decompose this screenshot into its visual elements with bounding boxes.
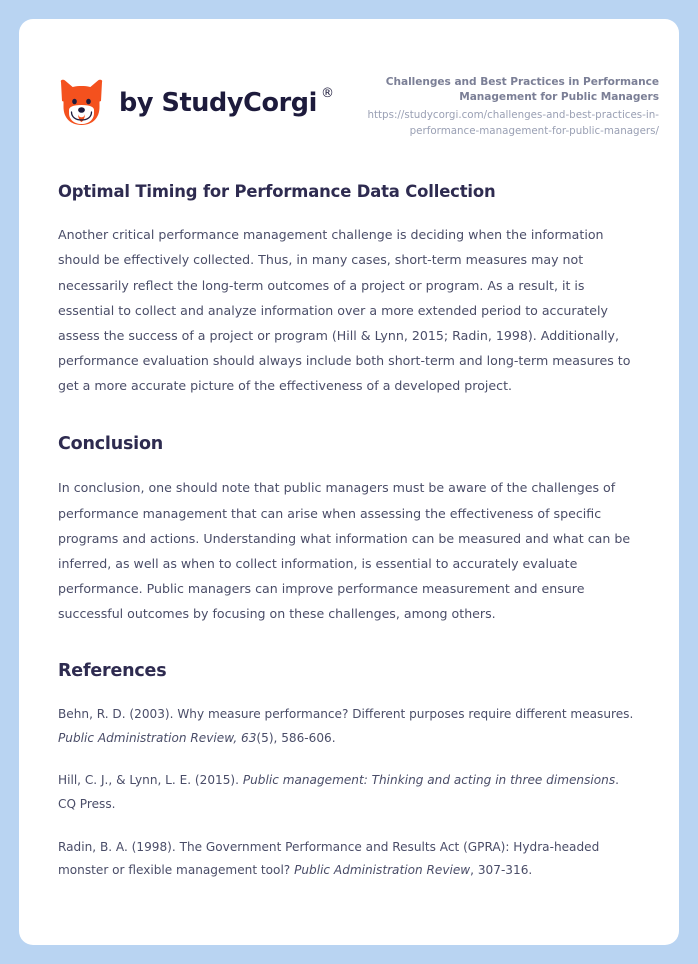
registered-trademark-icon: ® [320,86,334,102]
reference-text-pre: Behn, R. D. (2003). Why measure performance? Different purposes require different measures. [58,707,634,722]
references-list [58,703,640,882]
paragraph-conclusion: In conclusion, one should note that public managers must be aware of the challenges of performance management that can arise when assessing the effectiveness of specific programs and actions. Understanding what information can be measured and what can be inferred, as well as when to collect information, is essential to accurately evaluate performance. Public managers can improve performance measurement and ensure successful outcomes by focusing on these challenges, among others. [58,480,631,622]
reference-text-pre: Hill, C. J., & Lynn, L. E. (2015). [58,773,243,788]
reference-text-post: , 307-316. [470,863,533,878]
reference-text-italic: Public Administration Review [294,863,471,878]
header-source-url[interactable]: https://studycorgi.com/challenges-and-best-practices-in-performance-management-for-public-managers/ [367,109,659,137]
reference-text-post: (5), 586-606. [256,730,336,745]
document-body [19,181,679,883]
reference-item [58,836,640,883]
document-page [19,19,679,945]
page-title: Optimal Timing for Performance Data Collection [58,181,496,201]
reference-text-italic: Public Administration Review, 63 [58,730,257,745]
document-header [19,19,679,139]
reference-item [58,703,640,750]
reference-text-pre: Radin, B. A. (1998). The Government Performance and Results Act (GPRA): Hydra-headed monster or flexible management tool? [58,839,600,878]
corgi-face-icon [58,79,105,129]
header-meta [367,71,659,139]
reference-text-post: . CQ Press. [58,773,619,811]
section-heading-references: References [58,661,167,682]
section-heading-conclusion: Conclusion [58,433,164,454]
brand-logo-group[interactable] [58,71,334,129]
header-document-title: Challenges and Best Practices in Performance Management for Public Managers [385,76,659,104]
reference-text-italic: Public management: Thinking and acting in three dimensions [242,773,616,788]
brand-wordmark-text: by StudyCorgi [119,88,317,119]
brand-wordmark [119,86,334,119]
reference-item [58,769,640,816]
paragraph-optimal-timing: Another critical performance management challenge is deciding when the information should be effectively collected. Thus, in many cases, short-term measures may not necessarily reflect the long-term outcomes of a project or program. As a result, it is essential to collect and analyze information over a more extended period to accurately assess the success of a project or program (Hill & Lynn, 2015; Radin, 1998). Additionally, performance evaluation should always include both short-term and long-term measures to get a more accurate picture of the effectiveness of a developed project. [58,227,631,394]
